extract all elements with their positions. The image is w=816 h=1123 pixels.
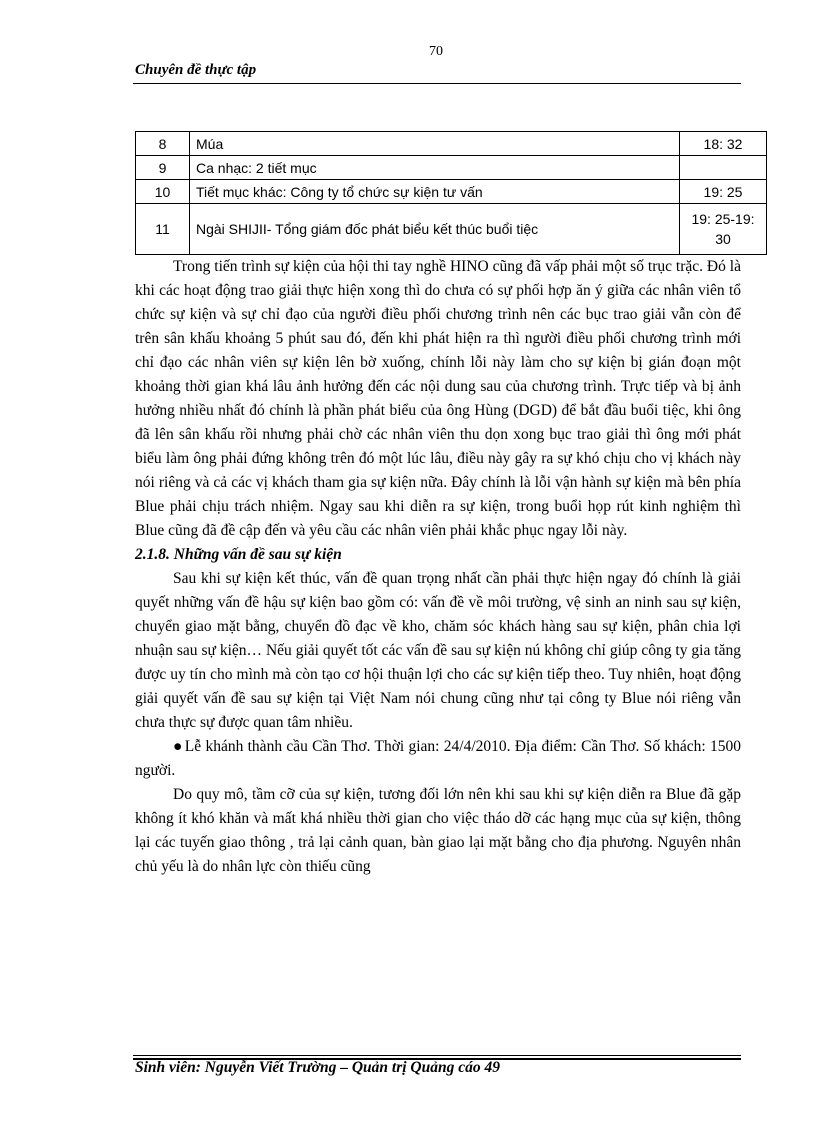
row-time: 19: 25 [680,180,767,204]
table-row [136,180,767,204]
table-row [136,204,767,255]
row-item: Múa [190,132,680,156]
row-number: 11 [136,204,190,255]
table-row [136,132,767,156]
footer-text: Sinh viên: Nguyễn Viết Trường – Quản trị Quảng cáo 49 [135,1059,500,1076]
body-text [135,255,741,879]
row-time: 18: 32 [680,132,767,156]
section-heading: 2.1.8. Những vấn đề sau sự kiện [135,546,342,563]
row-time: 19: 25-19: 30 [680,204,767,255]
paragraph: Do quy mô, tầm cỡ của sự kiện, tương đối lớn nên khi sau khi sự kiện diễn ra Blue đã gặp không ít khó khăn và mất khá nhiều thời gian cho việc tháo dỡ các hạng mục của sự kiện, thông lại các tuyến giao thông , trả lại cảnh quan, bàn giao lại mặt bằng cho địa phương. Nguyên nhân chủ yếu là do nhân lực còn thiếu cũng [135,786,741,875]
bullet-icon: ● [173,738,183,755]
bullet-text: Lễ khánh thành cầu Cần Thơ. Thời gian: 24/4/2010. Địa điểm: Cần Thơ. Số khách: 1500 người. [135,738,741,779]
bullet-item [135,735,741,783]
row-time [680,156,767,180]
row-number: 10 [136,180,190,204]
header-rule [133,83,741,84]
row-item: Ngài SHIJII- Tổng giám đốc phát biểu kết thúc buổi tiệc [190,204,680,255]
header-title: Chuyên đề thực tập [135,62,257,78]
row-number: 8 [136,132,190,156]
table-row [136,156,767,180]
paragraph: Sau khi sự kiện kết thúc, vấn đề quan trọng nhất cần phải thực hiện ngay đó chính là giải quyết những vấn đề hậu sự kiện bao gồm có: vấn đề về môi trường, vệ sinh an ninh sau sự kiện, chuyển giao mặt bằng, chuyển đồ đạc về kho, chăm sóc khách hàng sau sự kiện, phân chia lợi nhuận sau sự kiện… Nếu giải quyết tốt các vấn đề sau sự kiện nú không chỉ giúp công ty gia tăng được uy tín cho mình mà còn tạo cơ hội thuận lợi cho các sự kiện tiếp theo. Tuy nhiên, hoạt động giải quyết vấn đề sau sự kiện tại Việt Nam nói chung cũng như tại công ty Blue nói riêng vẫn chưa thực sự được quan tâm nhiều. [135,570,741,731]
footer-rule [133,1055,741,1056]
row-item: Tiết mục khác: Công ty tổ chức sự kiện tư vấn [190,180,680,204]
schedule-table [135,131,767,255]
row-number: 9 [136,156,190,180]
page-number: 70 [429,44,443,59]
paragraph: Trong tiến trình sự kiện của hội thi tay nghề HINO cũng đã vấp phải một số trục trặc. Đó là khi các hoạt động trao giải thực hiện xong thì do chưa có sự phối hợp ăn ý giữa các nhân viên tổ chức sự kiện và sự chỉ đạo của người điều phối chương trình nên các bục trao giải vẫn còn để trên sân khấu khoảng 5 phút sau đó, đến khi phát hiện ra thì người điều phối chương trình mới chỉ đạo các nhân viên sự kiện lên bờ xuống, chính lỗi này làm cho sự kiện bị gián đoạn một khoảng thời gian khá lâu ảnh hưởng đến các nội dung sau của chương trình. Trực tiếp và bị ảnh hưởng nhiều nhất đó chính là phần phát biểu của ông Hùng (DGD) để bắt đầu buổi tiệc, khi ông đã lên sân khấu rồi nhưng phải chờ các nhân viên thu dọn xong bục trao giải thì ông mới phát biểu làm ông phải đứng không trên đó một lúc lâu, điều này gây ra sự khó chịu cho vị khách này nói riêng và cả các vị khách tham gia sự kiện nữa. Đây chính là lỗi vận hành sự kiện mà bên phía Blue phải chịu trách nhiệm. Ngay sau khi diễn ra sự kiện, trong buổi họp rút kinh nghiệm thì Blue cũng đã đề cập đến và yêu cầu các nhân viên phải khắc phục ngay lỗi này. [135,258,741,539]
row-item: Ca nhạc: 2 tiết mục [190,156,680,180]
